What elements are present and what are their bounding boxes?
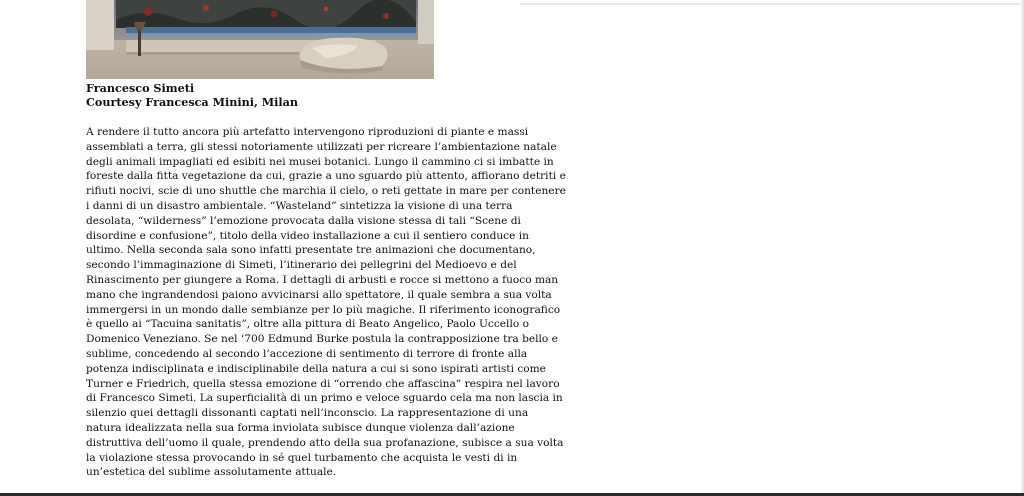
article-line: potenza indisciplinata e indisciplinabile della natura a cui si sono ispirati artisti come (86, 362, 546, 375)
article-line: rifiuti nocivi, scie di uno shuttle che marchia il cielo, o reti gettate in mare per contenere (86, 185, 566, 198)
caption-courtesy: Courtesy Francesca Minini, Milan (86, 95, 299, 109)
article-line: è quello ai “Tacuina sanitatis”, oltre alla pittura di Beato Angelico, Paolo Uccello o (86, 318, 529, 331)
artwork-photo (86, 0, 434, 79)
article-line: mano che ingrandendosi paiono avvicinarsi allo spettatore, il quale sembra a sua volta (86, 288, 552, 301)
article-line: di Francesco Simeti. La superficialità di un primo e veloce sguardo cela ma non lascia in (86, 392, 563, 405)
caption-artist: Francesco Simeti (86, 81, 195, 95)
article-line: ultimo. Nella seconda sala sono infatti presentate tre animazioni che documentano, (86, 244, 536, 257)
article-line: degli animali impagliati ed esibiti nei musei botanici. Lungo il cammino ci si imbatte in (86, 155, 554, 168)
article-line: assemblati a terra, gli stessi notoriamente utilizzati per ricreare l’ambientazione natale (86, 140, 557, 153)
article-body (86, 125, 566, 480)
article-line: Turner e Friedrich, quella stessa emozione di “orrendo che affascina” respira nel lavoro (86, 377, 560, 390)
article-line: A rendere il tutto ancora più artefatto intervengono riproduzioni di piante e massi (86, 126, 529, 138)
article-line: secondo l’immaginazione di Simeti, l’itinerario dei pellegrini del Medioevo e del (86, 259, 517, 272)
article-line: natura idealizzata nella sua forma inviolata subisce dunque violenza dall’azione (86, 421, 515, 434)
article-line: Rinascimento per giungere a Roma. I dettagli di arbusti e rocce si mettono a fuoco man (86, 273, 559, 286)
article-line: foreste dalla fitta vegetazione da cui, grazie a uno sguardo più attento, affiorano detriti e (86, 170, 566, 183)
article-line: silenzio quei dettagli dissonanti captati nell’inconscio. La rappresentazione di una (86, 407, 529, 420)
article-line: i danni di un disastro ambientale. “Wasteland” sintetizza la visione di una terra (86, 199, 513, 212)
image-caption (86, 81, 298, 109)
article-line: disordine e confusione”, titolo della video installazione a cui il sentiero conduce in (86, 229, 529, 242)
article-line: Domenico Veneziano. Se nel ‘700 Edmund Burke postula la contrapposizione tra bello e (86, 333, 558, 346)
article-line: sublime, concedendo al secondo l’accezione di sentimento di terrore di fronte alla (86, 347, 528, 360)
article-line: immergersi in un mondo dalle sembianze per lo più magiche. Il riferimento iconografico (86, 303, 561, 316)
top-divider (520, 3, 1020, 5)
article-line: distruttiva dell’uomo il quale, prendendo atto della sua profanazione, subisce a sua volta (86, 436, 564, 449)
article-line: un’estetica del sublime assolutamente attuale. (86, 466, 337, 479)
article-line: desolata, “wilderness” l’emozione provocata dalla visione stessa di tali “Scene di (86, 214, 521, 227)
article-line: la violazione stessa provocando in sé quel turbamento che acquista le vesti di in (86, 451, 518, 464)
